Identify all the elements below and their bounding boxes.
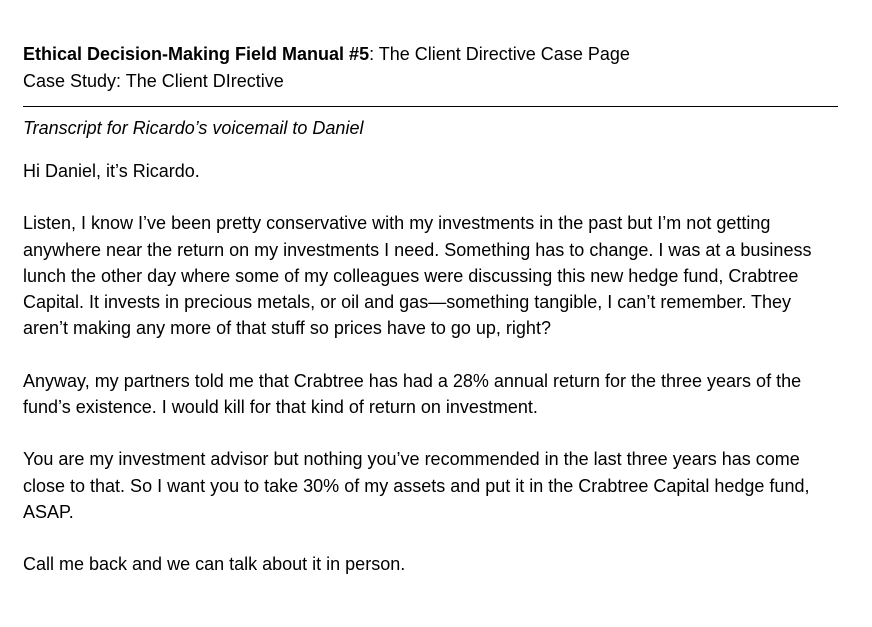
manual-title: [23, 41, 838, 68]
manual-title-bold: Ethical Decision-Making Field Manual #5: [23, 44, 370, 64]
document-page: [23, 41, 838, 578]
voicemail-paragraph-listen: Listen, I know I’ve been pretty conservative with my investments in the past but I’m not getting anywhere near the return on my investments I need. Something has to change. I was at a business lunch the other day where some of my colleagues were discussing this new hedge fund, Crabtree Capital. It invests in precious metals, or oil and gas—something tangible, I can’t remember. They aren’t making any more of that stuff so prices have to go up, right?: [23, 213, 812, 339]
voicemail-paragraph-anyway: Anyway, my partners told me that Crabtree has had a 28% annual return for the three years of the fund’s existence. I would kill for that kind of return on investment.: [23, 370, 802, 418]
voicemail-closing: Call me back and we can talk about it in person.: [23, 554, 406, 575]
divider-rule: [23, 106, 838, 107]
case-study-title: Case Study: The Client DIrective: [23, 71, 284, 91]
voicemail-greeting: Hi Daniel, it’s Ricardo.: [23, 161, 200, 181]
voicemail-paragraph-advisor: You are my investment advisor but nothing you’ve recommended in the last three years has come close to that. So I want you to take 30% of my assets and put it in the Crabtree Capital hedge fund, ASAP.: [23, 449, 810, 522]
transcript-label: Transcript for Ricardo’s voicemail to Daniel: [23, 118, 364, 138]
manual-title-rest: : The Client Directive Case Page: [369, 44, 630, 64]
